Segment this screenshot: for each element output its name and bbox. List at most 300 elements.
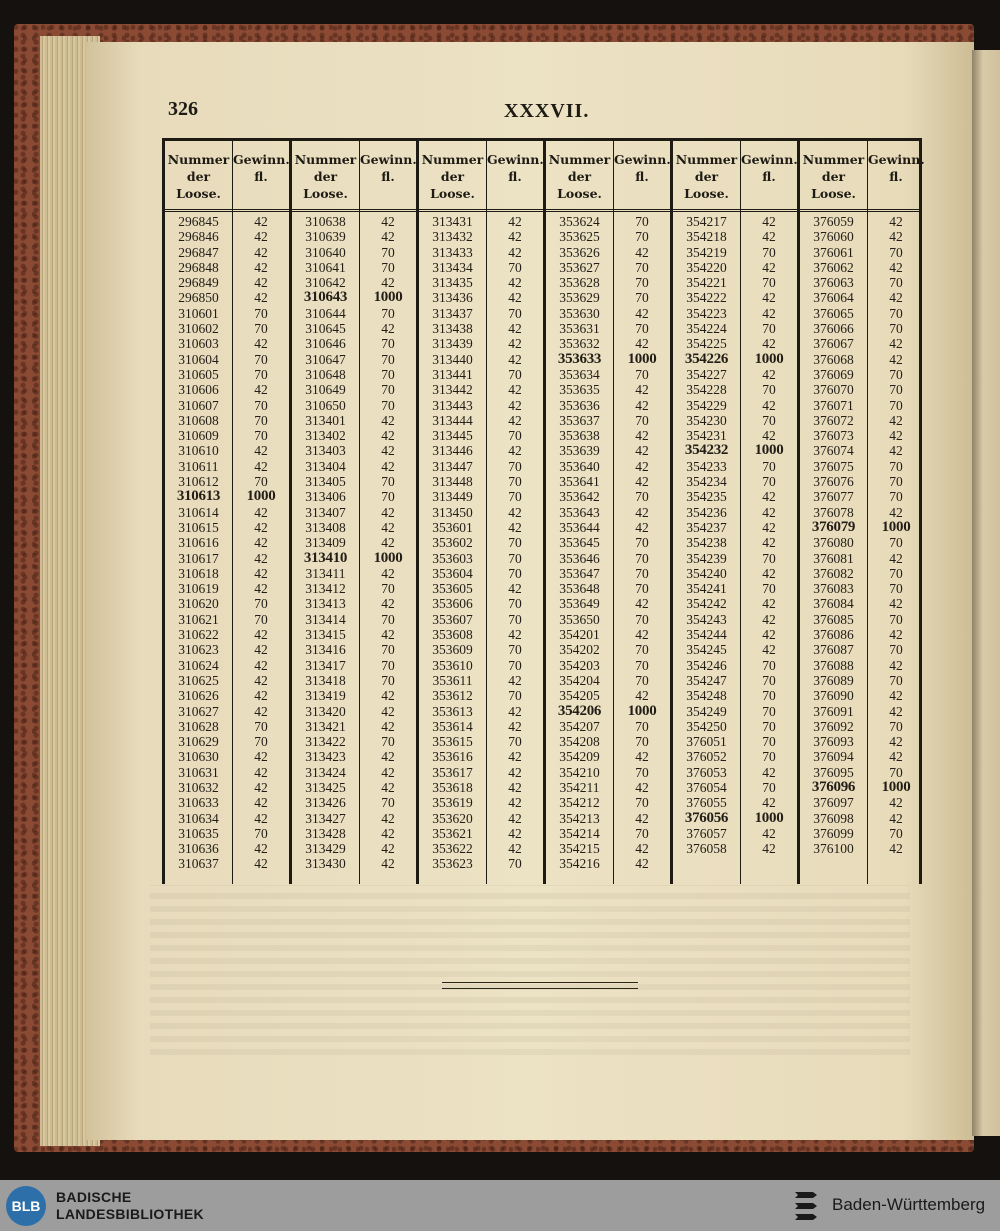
- prize-cell: 42: [381, 458, 395, 474]
- prize-cell: 70: [889, 321, 903, 337]
- ticket-number-cell: 376058: [686, 841, 727, 857]
- prize-cell: 1000: [754, 809, 784, 826]
- prize-cell: 70: [381, 336, 395, 352]
- prize-cell: 42: [254, 642, 268, 658]
- ticket-number-cell: 353638: [559, 428, 600, 444]
- prize-column: [740, 141, 797, 884]
- ticket-number-cell: 313437: [432, 305, 473, 321]
- table-column-group: [797, 141, 924, 884]
- prize-cell: 42: [889, 351, 903, 367]
- prize-cell: 70: [508, 642, 522, 658]
- ticket-number-cell: 353646: [559, 550, 600, 566]
- prize-cell: 42: [762, 336, 776, 352]
- ticket-number-cell: 310626: [178, 688, 219, 704]
- column-header-prize: [233, 141, 289, 211]
- prize-cell: 70: [635, 366, 649, 382]
- prize-cell: 42: [889, 703, 903, 719]
- prize-cell: 1000: [246, 488, 276, 505]
- ticket-number-cell: 354244: [686, 627, 727, 643]
- ticket-number-cell: 353637: [559, 412, 600, 428]
- ticket-number-cell: 376085: [813, 611, 854, 627]
- prize-cell: 70: [889, 642, 903, 658]
- prize-cell: 42: [381, 565, 395, 581]
- ticket-number-cell: 353633: [557, 350, 602, 367]
- ticket-number-cell: 313411: [305, 565, 346, 581]
- prize-cell: 70: [381, 244, 395, 260]
- prize-cell: 70: [635, 275, 649, 291]
- prize-cell: 70: [381, 382, 395, 398]
- ticket-number-cell: 353610: [432, 657, 473, 673]
- prize-cell: 70: [635, 489, 649, 505]
- ticket-number-cell: 313410: [303, 549, 348, 566]
- ticket-number-cell: 354224: [686, 321, 727, 337]
- ticket-number-cell: 313444: [432, 412, 473, 428]
- ticket-number-cell: 313414: [305, 611, 346, 627]
- ticket-number-cell: 310625: [178, 672, 219, 688]
- prize-cell: 42: [508, 672, 522, 688]
- ticket-number-cell: 354202: [559, 642, 600, 658]
- prize-cell: 42: [762, 259, 776, 275]
- prize-cell: 1000: [754, 442, 784, 459]
- ticket-number-column: [292, 141, 359, 884]
- ticket-number-cell: 310635: [178, 825, 219, 841]
- prize-cell: 70: [508, 428, 522, 444]
- column-header-prize: [741, 141, 797, 211]
- bleed-through-text: [150, 885, 910, 1055]
- lottery-table: [162, 138, 925, 884]
- ticket-number-cell: 310629: [178, 734, 219, 750]
- prize-cell: 70: [889, 275, 903, 291]
- library-name[interactable]: [56, 1189, 204, 1223]
- ticket-number-cell: 310628: [178, 718, 219, 734]
- ticket-number-cell: 313413: [305, 596, 346, 612]
- prize-cell: 42: [762, 519, 776, 535]
- ticket-number-cell: 313419: [305, 688, 346, 704]
- prize-cell: 70: [381, 351, 395, 367]
- prize-cell: 42: [508, 229, 522, 245]
- header-line: Nummer: [548, 152, 611, 167]
- prize-cell: 70: [762, 321, 776, 337]
- ticket-number-cell: 353611: [432, 672, 473, 688]
- ticket-number-cell: 310648: [305, 366, 346, 382]
- ticket-number-cell: 313401: [305, 412, 346, 428]
- ticket-number-cell: 353615: [432, 734, 473, 750]
- ticket-number-cell: 376087: [813, 642, 854, 658]
- ticket-number-cell: 353627: [559, 259, 600, 275]
- ticket-number-cell: 353612: [432, 688, 473, 704]
- ticket-number-cell: 354249: [686, 703, 727, 719]
- ticket-number-cell: 353642: [559, 489, 600, 505]
- prize-cell: 70: [254, 412, 268, 428]
- ticket-number-cell: 313403: [305, 443, 346, 459]
- prize-cell: 42: [889, 428, 903, 444]
- prize-cell: 42: [762, 504, 776, 520]
- ticket-number-cell: 310632: [178, 779, 219, 795]
- prize-cell: 42: [889, 504, 903, 520]
- prize-cell: 42: [635, 474, 649, 490]
- lions-crest-icon[interactable]: [791, 1188, 821, 1224]
- ticket-number-cell: 310619: [178, 581, 219, 597]
- header-line: Gewinn.: [360, 152, 417, 167]
- prize-cell: 70: [254, 366, 268, 382]
- ticket-number-cell: 310640: [305, 244, 346, 260]
- ticket-number-cell: 376054: [686, 779, 727, 795]
- ticket-number-cell: 313417: [305, 657, 346, 673]
- prize-cell: 70: [381, 734, 395, 750]
- ticket-number-cell: 354209: [559, 749, 600, 765]
- ticket-number-cell: 310630: [178, 749, 219, 765]
- header-line: Nummer: [167, 152, 230, 167]
- ticket-number-cell: 310649: [305, 382, 346, 398]
- ticket-number-cell: 353629: [559, 290, 600, 306]
- prize-cell: 70: [889, 565, 903, 581]
- ticket-number-cell: 354232: [684, 442, 729, 459]
- prize-cell: 42: [508, 336, 522, 352]
- prize-cell: 42: [508, 795, 522, 811]
- ticket-number-cell: 354203: [559, 657, 600, 673]
- ticket-number-cell: 353644: [559, 519, 600, 535]
- prize-cell: 42: [508, 841, 522, 857]
- ticket-number-cell: 376077: [813, 489, 854, 505]
- prize-cell: 42: [635, 305, 649, 321]
- ticket-number-cell: 376052: [686, 749, 727, 765]
- prize-cell: 70: [635, 290, 649, 306]
- prize-cell: 70: [254, 428, 268, 444]
- ticket-number-cell: 313438: [432, 321, 473, 337]
- prize-cell: 42: [508, 810, 522, 826]
- library-name-line1: BADISCHE: [56, 1189, 132, 1205]
- prize-column: [359, 141, 416, 884]
- prize-cell: 1000: [881, 778, 911, 795]
- prize-cell: 42: [889, 214, 903, 229]
- ticket-number-cell: 310633: [178, 795, 219, 811]
- prize-cell: 1000: [373, 549, 403, 566]
- prize-cell: 42: [381, 627, 395, 643]
- prize-cell: 70: [762, 718, 776, 734]
- prize-cell: 42: [254, 458, 268, 474]
- ticket-number-cell: 354213: [559, 810, 600, 826]
- prize-cell: 42: [889, 259, 903, 275]
- prize-cell: 42: [762, 795, 776, 811]
- ticket-number-cell: 313405: [305, 474, 346, 490]
- ticket-number-cell: 354231: [686, 428, 727, 444]
- prize-cell: 42: [762, 825, 776, 841]
- prize-cell: 42: [889, 627, 903, 643]
- ticket-number-cell: 310604: [178, 351, 219, 367]
- ticket-number-cell: 353632: [559, 336, 600, 352]
- prize-cell: 42: [762, 611, 776, 627]
- ticket-number-cell: 376094: [813, 749, 854, 765]
- prize-cell: 42: [508, 351, 522, 367]
- prize-cell: 70: [254, 351, 268, 367]
- column-header-number: [673, 141, 740, 211]
- prize-cell: 42: [508, 412, 522, 428]
- ticket-number-cell: 296846: [178, 229, 219, 245]
- ticket-number-cell: 310607: [178, 397, 219, 413]
- ticket-number-cell: 353626: [559, 244, 600, 260]
- ticket-number-cell: 376090: [813, 688, 854, 704]
- prize-cell: 70: [254, 718, 268, 734]
- ticket-number-cell: 296849: [178, 275, 219, 291]
- footer-bar: [0, 1180, 1000, 1231]
- prize-cell: 42: [381, 764, 395, 780]
- prize-cell: 70: [635, 825, 649, 841]
- ticket-number-cell: 354246: [686, 657, 727, 673]
- prize-cell: 70: [635, 535, 649, 551]
- prize-cell: 70: [635, 565, 649, 581]
- prize-cell: 42: [381, 535, 395, 551]
- prize-cell: 42: [254, 749, 268, 765]
- ticket-number-cell: 353602: [432, 535, 473, 551]
- prize-cell: 42: [762, 397, 776, 413]
- header-line: der Loose.: [684, 169, 729, 201]
- prize-cell: 42: [254, 856, 268, 872]
- prize-cell: 42: [889, 336, 903, 352]
- prize-cell: 70: [254, 397, 268, 413]
- prize-cell: 42: [508, 764, 522, 780]
- ticket-number-cell: 354216: [559, 856, 600, 872]
- ticket-number-cell: 313432: [432, 229, 473, 245]
- prize-cell: 42: [381, 321, 395, 337]
- prize-cell: 42: [635, 443, 649, 459]
- ticket-number-cell: 353620: [432, 810, 473, 826]
- ticket-number-cell: 313435: [432, 275, 473, 291]
- prize-cell: 42: [254, 259, 268, 275]
- column-header-prize: [614, 141, 670, 211]
- ticket-number-cell: 313404: [305, 458, 346, 474]
- prize-column: [867, 141, 924, 884]
- ticket-number-cell: 310617: [178, 550, 219, 566]
- page-title: XXXVII.: [504, 100, 590, 122]
- blb-logo-icon[interactable]: BLB: [6, 1186, 46, 1226]
- prize-cell: 70: [381, 795, 395, 811]
- prize-cell: 70: [889, 718, 903, 734]
- ticket-number-cell: 310636: [178, 841, 219, 857]
- prize-cell: 70: [762, 275, 776, 291]
- column-header-number: [800, 141, 867, 211]
- ticket-number-cell: 310603: [178, 336, 219, 352]
- ticket-number-cell: 313433: [432, 244, 473, 260]
- prize-cell: 70: [635, 581, 649, 597]
- prize-cell: 1000: [881, 518, 911, 535]
- ticket-number-cell: 353634: [559, 366, 600, 382]
- ticket-number-cell: 376071: [813, 397, 854, 413]
- ticket-number-cell: 353648: [559, 581, 600, 597]
- prize-cell: 70: [508, 305, 522, 321]
- ticket-number-cell: 376075: [813, 458, 854, 474]
- ticket-number-cell: 313421: [305, 718, 346, 734]
- prize-cell: 1000: [627, 702, 657, 719]
- prize-cell: 42: [381, 504, 395, 520]
- ticket-number-cell: 376059: [813, 214, 854, 229]
- header-line: der Loose.: [557, 169, 602, 201]
- ticket-number-cell: 313431: [432, 214, 473, 229]
- ticket-number-cell: 376092: [813, 718, 854, 734]
- ticket-number-cell: 376063: [813, 275, 854, 291]
- column-header-prize: [868, 141, 924, 211]
- ticket-number-cell: 313446: [432, 443, 473, 459]
- prize-cell: 42: [889, 550, 903, 566]
- prize-cell: 70: [889, 611, 903, 627]
- header-line: Gewinn.: [868, 152, 925, 167]
- ticket-number-cell: 376091: [813, 703, 854, 719]
- prize-cell: 42: [381, 214, 395, 229]
- ticket-number-cell: 376057: [686, 825, 727, 841]
- ticket-number-cell: 310618: [178, 565, 219, 581]
- ticket-number-cell: 354211: [559, 779, 600, 795]
- ticket-number-cell: 353621: [432, 825, 473, 841]
- prize-cell: 42: [635, 856, 649, 872]
- prize-cell: 42: [254, 290, 268, 306]
- ticket-number-cell: 310650: [305, 397, 346, 413]
- prize-cell: 42: [254, 657, 268, 673]
- prize-cell: 42: [381, 718, 395, 734]
- prize-cell: 70: [635, 550, 649, 566]
- ticket-number-cell: 376080: [813, 535, 854, 551]
- ticket-number-cell: 313426: [305, 795, 346, 811]
- prize-cell: 70: [762, 244, 776, 260]
- ticket-number-cell: 313423: [305, 749, 346, 765]
- prize-cell: 70: [381, 366, 395, 382]
- ticket-number-cell: 354201: [559, 627, 600, 643]
- header-line: fl.: [254, 169, 268, 184]
- prize-cell: 42: [635, 428, 649, 444]
- prize-cell: 70: [762, 412, 776, 428]
- ticket-number-cell: 354241: [686, 581, 727, 597]
- prize-cell: 42: [381, 688, 395, 704]
- ticket-number-cell: 353619: [432, 795, 473, 811]
- prize-cell: 42: [889, 443, 903, 459]
- prize-cell: 70: [381, 489, 395, 505]
- ticket-number-cell: 376098: [813, 810, 854, 826]
- ticket-number-cell: 376056: [684, 809, 729, 826]
- prize-cell: 70: [889, 382, 903, 398]
- ticket-number-cell: 376064: [813, 290, 854, 306]
- ticket-number-cell: 354217: [686, 214, 727, 229]
- prize-cell: 42: [508, 443, 522, 459]
- ticket-number-cell: 376078: [813, 504, 854, 520]
- ticket-number-cell: 313439: [432, 336, 473, 352]
- ticket-number-cell: 376096: [811, 778, 856, 795]
- ticket-number-cell: 376100: [813, 841, 854, 857]
- prize-cell: 70: [889, 305, 903, 321]
- prize-column: [232, 141, 289, 884]
- header-line: fl.: [635, 169, 649, 184]
- prize-cell: 42: [635, 336, 649, 352]
- prize-cell: 42: [635, 810, 649, 826]
- ticket-number-cell: 353604: [432, 565, 473, 581]
- ticket-number-cell: 354234: [686, 474, 727, 490]
- prize-cell: 42: [254, 244, 268, 260]
- ticket-number-cell: 376097: [813, 795, 854, 811]
- ticket-number-cell: 310643: [303, 289, 348, 306]
- prize-cell: 70: [508, 611, 522, 627]
- ticket-number-cell: 354215: [559, 841, 600, 857]
- ticket-number-cell: 353624: [559, 214, 600, 229]
- prize-cell: 42: [254, 703, 268, 719]
- prize-cell: 42: [889, 841, 903, 857]
- ticket-number-cell: 353647: [559, 565, 600, 581]
- ticket-number-cell: 353649: [559, 596, 600, 612]
- header-line: der Loose.: [811, 169, 856, 201]
- prize-cell: 42: [508, 214, 522, 229]
- prize-cell: 70: [635, 642, 649, 658]
- ticket-number-cell: 354227: [686, 366, 727, 382]
- prize-cell: 70: [889, 535, 903, 551]
- prize-cell: 42: [254, 504, 268, 520]
- ticket-number-cell: 310637: [178, 856, 219, 872]
- header-line: Nummer: [421, 152, 484, 167]
- prize-cell: 70: [254, 596, 268, 612]
- ticket-number-cell: 310624: [178, 657, 219, 673]
- ticket-number-cell: 296847: [178, 244, 219, 260]
- prize-cell: 42: [254, 565, 268, 581]
- next-page-edge: [972, 50, 1000, 1136]
- ticket-number-cell: 310622: [178, 627, 219, 643]
- prize-cell: 42: [254, 382, 268, 398]
- prize-cell: 70: [762, 581, 776, 597]
- ticket-number-cell: 376072: [813, 412, 854, 428]
- prize-cell: 70: [762, 474, 776, 490]
- ticket-number-column: [546, 141, 613, 884]
- prize-cell: 70: [889, 366, 903, 382]
- ticket-number-cell: 313434: [432, 259, 473, 275]
- ticket-number-cell: 354248: [686, 688, 727, 704]
- table-column-group: [670, 141, 797, 884]
- prize-cell: 70: [635, 214, 649, 229]
- prize-cell: 42: [889, 596, 903, 612]
- ticket-number-cell: 376095: [813, 764, 854, 780]
- prize-cell: 42: [508, 397, 522, 413]
- prize-cell: 70: [889, 474, 903, 490]
- ticket-number-cell: 376088: [813, 657, 854, 673]
- prize-cell: 42: [889, 412, 903, 428]
- ticket-number-cell: 353630: [559, 305, 600, 321]
- prize-cell: 42: [381, 779, 395, 795]
- prize-cell: 70: [889, 764, 903, 780]
- ticket-number-cell: 353625: [559, 229, 600, 245]
- ticket-number-cell: 354240: [686, 565, 727, 581]
- prize-cell: 42: [635, 779, 649, 795]
- prize-cell: 70: [508, 474, 522, 490]
- prize-cell: 42: [762, 627, 776, 643]
- prize-cell: 42: [254, 535, 268, 551]
- ticket-number-cell: 353613: [432, 703, 473, 719]
- ticket-number-cell: 313430: [305, 856, 346, 872]
- header-line: der Loose.: [303, 169, 348, 201]
- prize-cell: 42: [635, 504, 649, 520]
- ticket-number-cell: 296850: [178, 290, 219, 306]
- prize-cell: 70: [889, 672, 903, 688]
- ticket-number-cell: 310646: [305, 336, 346, 352]
- ticket-number-cell: 313422: [305, 734, 346, 750]
- state-name[interactable]: Baden-Württemberg: [832, 1195, 986, 1214]
- ticket-number-cell: 353614: [432, 718, 473, 734]
- prize-cell: 1000: [627, 350, 657, 367]
- table-column-group: [165, 141, 289, 884]
- prize-cell: 70: [889, 244, 903, 260]
- ticket-number-cell: 310602: [178, 321, 219, 337]
- prize-cell: 70: [381, 474, 395, 490]
- column-header-number: [165, 141, 232, 211]
- ticket-number-cell: 353606: [432, 596, 473, 612]
- ticket-number-cell: 310645: [305, 321, 346, 337]
- prize-cell: 42: [508, 519, 522, 535]
- ticket-number-cell: 313427: [305, 810, 346, 826]
- prize-cell: 42: [254, 214, 268, 229]
- ticket-number-cell: 354243: [686, 611, 727, 627]
- prize-cell: 70: [889, 489, 903, 505]
